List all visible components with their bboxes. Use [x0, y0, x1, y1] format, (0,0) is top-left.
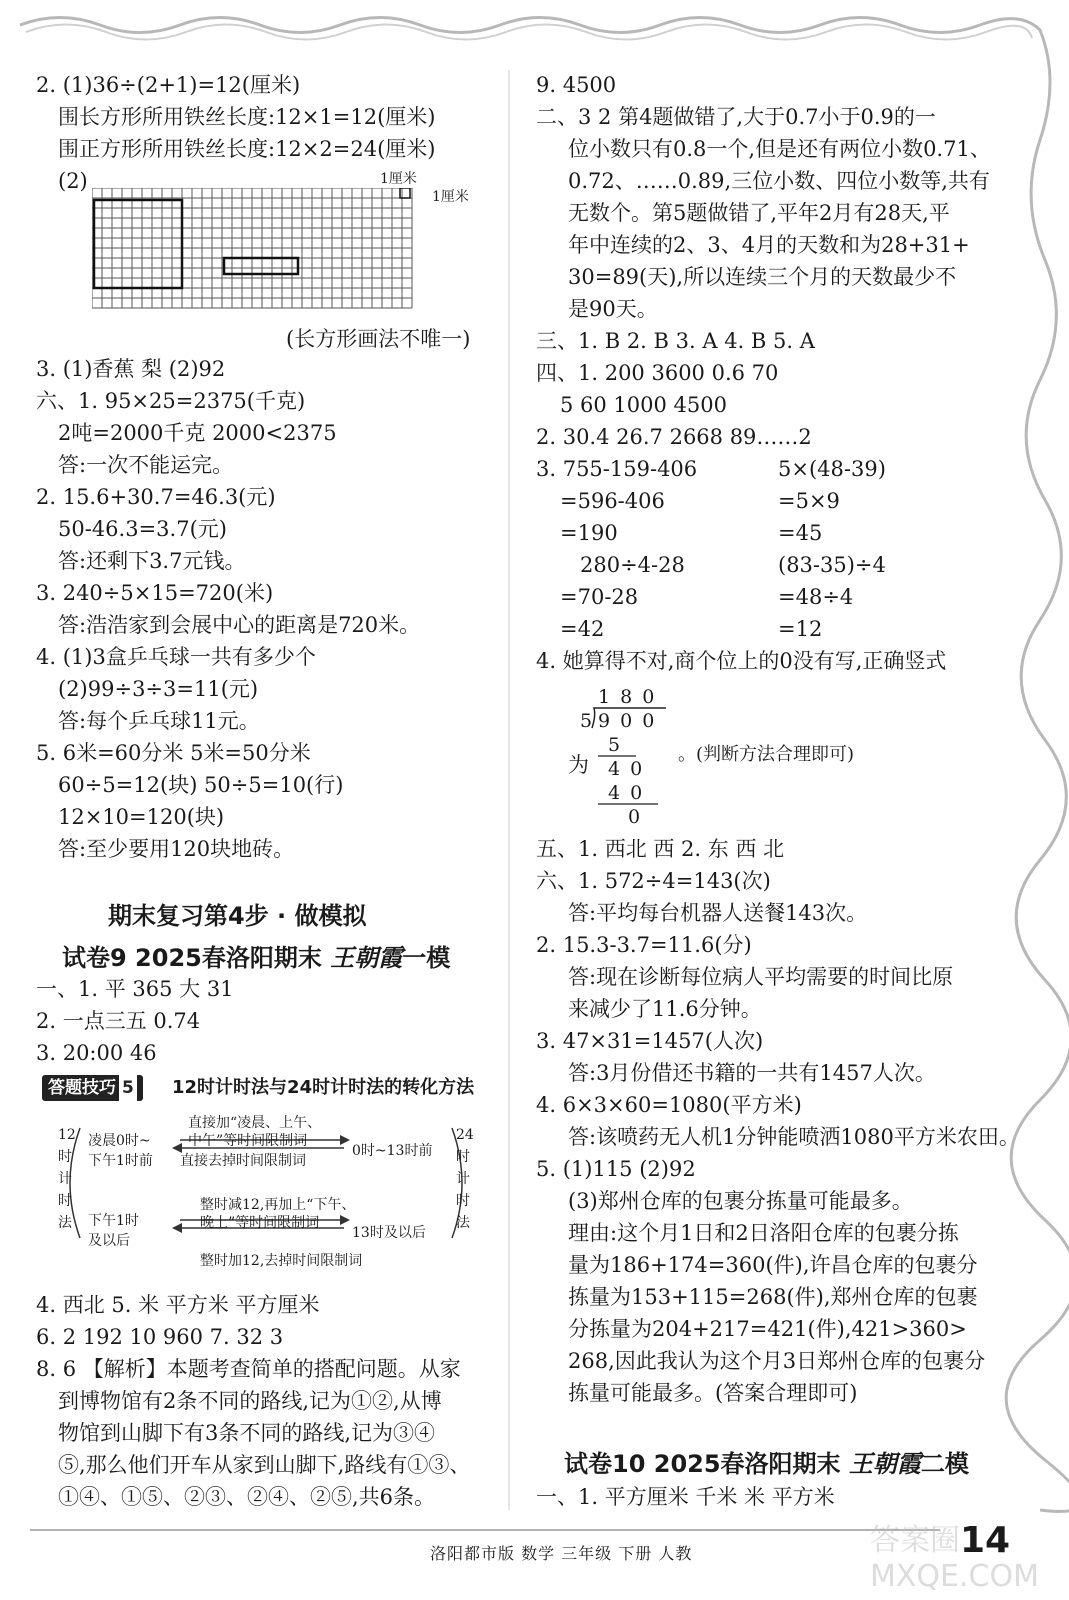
answer-line: 理由:这个月1日和2日洛阳仓库的包裹分拣: [568, 1221, 959, 1245]
answer-line: 一、1. 平方厘米 千米 米 平方米: [536, 1485, 835, 1509]
division-dividend: 9 0 0: [598, 710, 657, 732]
answer-line: 2. (1)36÷(2+1)=12(厘米): [36, 73, 301, 97]
tip-left-label: 12时计时法: [58, 1127, 76, 1231]
grid-label: (2): [58, 169, 88, 193]
division-divisor: 5: [580, 710, 593, 732]
tip-text: 整时加12,去掉时间限制词: [200, 1253, 363, 1269]
answer-line: 分拣量为204+217=421(件),421>360>: [568, 1317, 967, 1341]
watermark-logo: 答案圈 MXQE.COM: [870, 1523, 1039, 1594]
answer-line: =596-406: [560, 489, 665, 513]
answer-line: =45: [778, 521, 823, 545]
division-note: 。(判断方法合理即可): [678, 744, 855, 765]
answer-line: 280÷4-28: [580, 553, 685, 577]
answer-line: 到博物馆有2条不同的路线,记为①②,从博: [58, 1389, 442, 1413]
answer-line: 12×10=120(块): [58, 805, 225, 829]
tip-text: 下午1时前: [88, 1153, 153, 1169]
answer-line: 围长方形所用铁丝长度:12×1=12(厘米): [58, 105, 436, 129]
division-bracket: [586, 706, 676, 816]
answer-line: 物馆到山脚下有3条不同的路线,记为③④: [58, 1421, 436, 1445]
answer-line: ①④、①⑤、②③、②④、②⑤,共6条。: [58, 1485, 436, 1509]
tip-badge: 答题技巧 5: [42, 1075, 143, 1101]
answer-line: 2. 一点三五 0.74: [36, 1009, 201, 1033]
answer-line: 5. (1)115 (2)92: [536, 1157, 696, 1181]
division-step: 4 0: [608, 782, 645, 804]
grid-unit-top: 1厘米: [380, 171, 417, 187]
paper-title: 试卷9 2025春洛阳期末 王朝霞一模: [62, 943, 451, 972]
answer-line: 4. 西北 5. 米 平方米 平方厘米: [36, 1293, 320, 1317]
answer-line: 8. 6 【解析】本题考查简单的搭配问题。从家: [36, 1357, 461, 1381]
answer-line: 无数个。第5题做错了,平年2月有28天,平: [568, 201, 950, 225]
tip-text: 0时~13时前: [352, 1143, 433, 1159]
answer-line: 6. 2 192 10 960 7. 32 3: [36, 1325, 284, 1349]
answer-line: 四、1. 200 3600 0.6 70: [536, 361, 779, 385]
answer-line: =5×9: [778, 489, 840, 513]
answer-line: 答:3月份借还书籍的一共有1457人次。: [568, 1061, 936, 1085]
answer-line: =48÷4: [778, 585, 854, 609]
grid-figure: [92, 188, 432, 320]
answer-line: 4. 6×3×60=1080(平方米): [536, 1093, 802, 1117]
tip-text: 直接去掉时间限制词: [180, 1153, 306, 1169]
answer-line: 答:一次不能运完。: [58, 453, 234, 477]
answer-line: 0.72、……0.89,三位小数、四位小数等,共有: [568, 169, 990, 193]
paper-title: 试卷10 2025春洛阳期末 王朝霞二模: [564, 1449, 969, 1478]
tip-text: 整时减12,再加上“下午、: [200, 1197, 356, 1213]
answer-line: 位小数只有0.8一个,但是还有两位小数0.71、: [568, 137, 991, 161]
tip-text: 下午1时: [88, 1213, 139, 1229]
answer-line: 5. 6米=60分米 5米=50分米: [36, 741, 311, 765]
answer-line: (3)郑州仓库的包裹分拣量可能最多。: [568, 1189, 913, 1213]
answer-line: 答:该喷药无人机1分钟能喷洒1080平方米农田。: [568, 1125, 1020, 1149]
answer-line: 3. 20:00 46: [36, 1041, 157, 1065]
answer-line: 3. (1)香蕉 梨 (2)92: [36, 357, 226, 381]
answer-line: 2. 30.4 26.7 2668 89……2: [536, 425, 812, 449]
answer-line: 2. 15.6+30.7=46.3(元): [36, 485, 276, 509]
tip-text: 晚上”等时间限制词: [200, 1215, 320, 1231]
answer-line: 是90天。: [568, 297, 658, 321]
tip-title: 12时计时法与24时计时法的转化方法: [172, 1077, 475, 1098]
grid-unit-side: 1厘米: [432, 189, 469, 205]
answer-line: 5×(48-39): [778, 457, 886, 481]
answer-line: 围正方形所用铁丝长度:12×2=24(厘米): [58, 137, 436, 161]
answer-line: 9. 4500: [536, 73, 617, 97]
brand-logo: 王朝霞: [330, 943, 403, 972]
answer-line: 答:浩浩家到会展中心的距离是720米。: [58, 613, 421, 637]
answer-line: 3. 240÷5×15=720(米): [36, 581, 274, 605]
tip-text: 直接加“凌晨、上午、: [188, 1115, 322, 1131]
answer-line: 六、1. 95×25=2375(千克): [36, 389, 306, 413]
grid-note: (长方形画法不唯一): [286, 327, 471, 351]
answer-line: 年中连续的2、3、4月的天数和为28+31+: [568, 233, 970, 257]
answer-line: (83-35)÷4: [778, 553, 886, 577]
answer-line: 2. 15.3-3.7=11.6(分): [536, 933, 752, 957]
answer-line: 答:现在诊断每位病人平均需要的时间比原: [568, 965, 954, 989]
answer-line: 来减少了11.6分钟。: [568, 997, 762, 1021]
answer-line: =12: [778, 617, 823, 641]
answer-line: 268,因此我认为这个月3日郑州仓库的包裹分: [568, 1349, 986, 1373]
answer-line: 答:平均每台机器人送餐143次。: [568, 901, 868, 925]
answer-line: 六、1. 572÷4=143(次): [536, 869, 771, 893]
answer-line: 三、1. B 2. B 3. A 4. B 5. A: [536, 329, 815, 353]
answer-line: 二、3 2 第4题做错了,大于0.7小于0.9的一: [536, 105, 936, 129]
answer-line: 4. 她算得不对,商个位上的0没有写,正确竖式: [536, 649, 947, 673]
division-prefix: 为: [568, 753, 589, 777]
answer-line: 答:每个乒乓球11元。: [58, 709, 260, 733]
page-number: 14: [960, 1520, 1011, 1561]
answer-line: 50-46.3=3.7(元): [58, 517, 227, 541]
answer-line: 5 60 1000 4500: [560, 393, 727, 417]
answer-line: 量为186+174=360(件),许昌仓库的包裹分: [568, 1253, 978, 1277]
page-footer: 洛阳都市版 数学 三年级 下册 人教: [430, 1544, 693, 1563]
division-step: 0: [628, 806, 641, 828]
answer-line: 答:还剩下3.7元钱。: [58, 549, 246, 573]
answer-line: ⑤,那么他们开车从家到山脚下,路线有①③、: [58, 1453, 471, 1477]
answer-line: 一、1. 平 365 大 31: [36, 977, 234, 1001]
division-quotient: 1 8 0: [598, 686, 657, 708]
answer-line: 拣量为153+115=268(件),郑州仓库的包裹: [568, 1285, 978, 1309]
division-step: 5: [608, 734, 621, 756]
tip-right-label: 24时计时法: [456, 1127, 474, 1231]
brand-logo: 王朝霞: [848, 1449, 921, 1478]
answer-line: 3. 755-159-406: [536, 457, 698, 481]
answer-line: =42: [560, 617, 605, 641]
answer-line: 五、1. 西北 西 2. 东 西 北: [536, 837, 785, 861]
answer-line: =190: [560, 521, 618, 545]
answer-line: 拣量可能最多。(答案合理即可): [568, 1381, 858, 1405]
tip-text: 中午”等时间限制词: [188, 1133, 308, 1149]
answer-line: =70-28: [560, 585, 639, 609]
tip-text: 13时及以后: [352, 1225, 426, 1241]
answer-line: 3. 47×31=1457(人次): [536, 1029, 764, 1053]
tip-text: 及以后: [88, 1233, 130, 1249]
answer-line: 30=89(天),所以连续三个月的天数最少不: [568, 265, 957, 289]
section-title: 期末复习第4步 · 做模拟: [108, 902, 367, 930]
tip-text: 凌晨0时~: [88, 1133, 151, 1149]
answer-line: 60÷5=12(块) 50÷5=10(行): [58, 773, 344, 797]
answer-line: 4. (1)3盒乒乓球一共有多少个: [36, 645, 316, 669]
answer-line: (2)99÷3÷3=11(元): [58, 677, 259, 701]
division-step: 4 0: [608, 758, 645, 780]
answer-line: 2吨=2000千克 2000<2375: [58, 421, 337, 445]
answer-line: 答:至少要用120块地砖。: [58, 837, 295, 861]
